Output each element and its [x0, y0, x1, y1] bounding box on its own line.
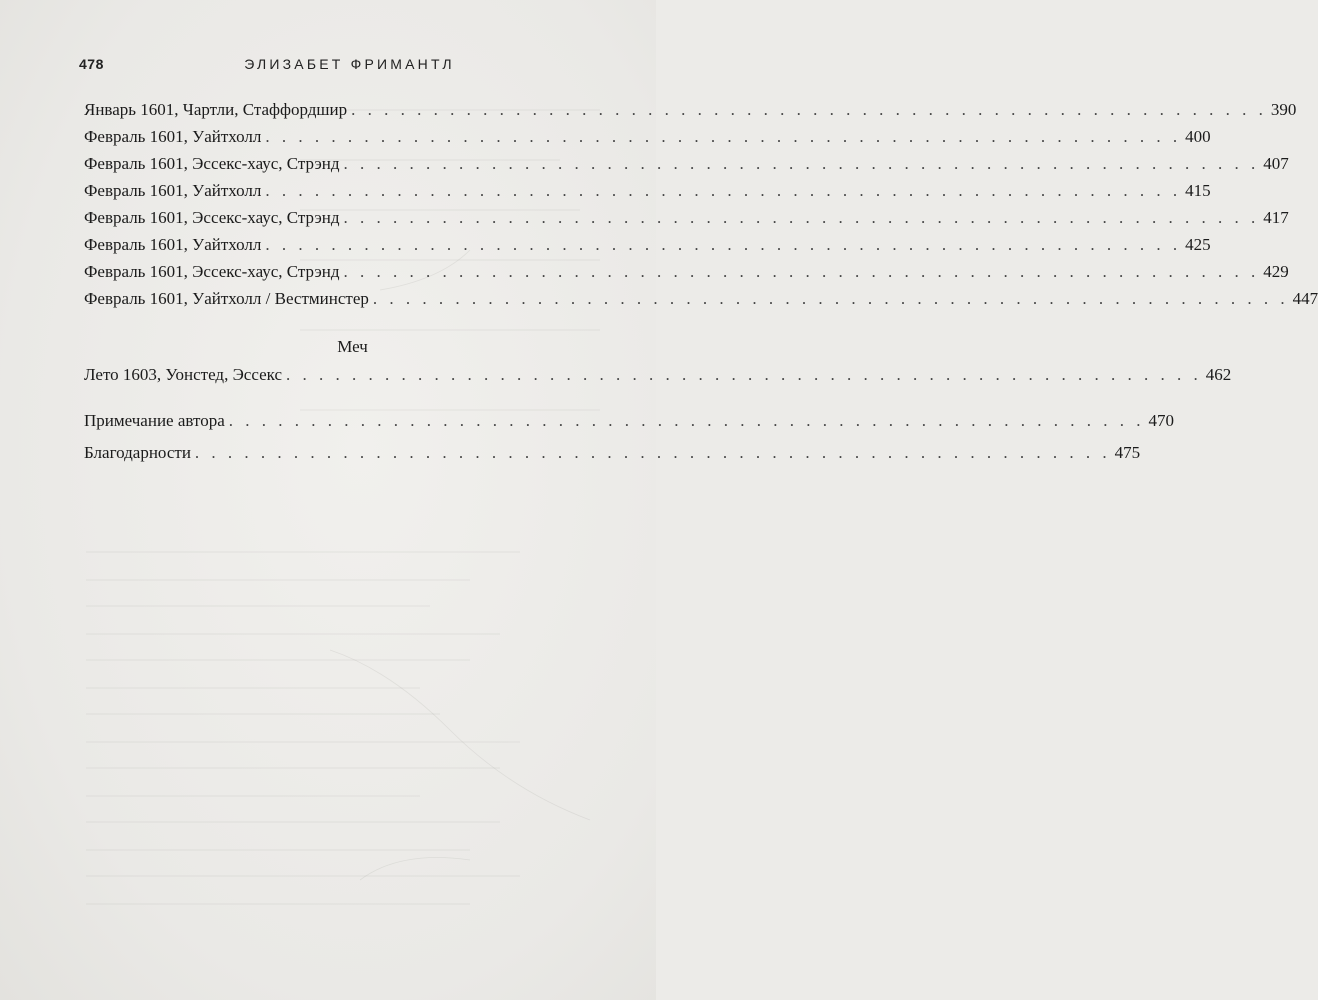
toc-entry-page: 400 [1185, 127, 1211, 146]
dot-leader: . . . . . . . . . . . . . . . . . . . . . . . . . . . . . . . . . . . . . . . . . . . . . . . . . . . . . . . . [343, 262, 1260, 281]
section-title: Меч [337, 337, 368, 356]
dot-leader: . . . . . . . . . . . . . . . . . . . . . . . . . . . . . . . . . . . . . . . . . . . . . . . . . . . . . . . . [351, 100, 1267, 119]
toc-entry-page: 390 [1270, 100, 1297, 119]
toc-entry [84, 363, 1232, 387]
toc-entry-title: Примечание автора [84, 411, 225, 430]
toc-entry-page: 425 [1185, 235, 1211, 254]
dot-leader: . . . . . . . . . . . . . . . . . . . . . . . . . . . . . . . . . . . . . . . . . . . . . . . . . . . . . . . . [343, 154, 1260, 173]
dot-leader: . . . . . . . . . . . . . . . . . . . . . . . . . . . . . . . . . . . . . . . . . . . . . . . . . . . . . . . . [265, 127, 1182, 146]
toc-entry-page: 415 [1185, 181, 1211, 200]
dot-leader: . . . . . . . . . . . . . . . . . . . . . . . . . . . . . . . . . . . . . . . . . . . . . . . . . . . . . . . . [372, 289, 1289, 308]
toc-entry-title: Февраль 1601, Эссекс-хаус, Стрэнд [84, 262, 340, 281]
toc-entry-title: Февраль 1601, Эссекс-хаус, Стрэнд [84, 208, 340, 227]
toc-entry-title: Лето 1603, Уонстед, Эссекс [84, 365, 283, 384]
page-number: 478 [79, 56, 104, 72]
toc-entry-title: Февраль 1601, Уайтхолл / Вестминстер [84, 289, 369, 308]
toc-entry-page: 407 [1263, 154, 1289, 173]
toc-entry-page: 462 [1205, 365, 1232, 384]
toc-entry [84, 179, 1211, 203]
toc-entry [84, 409, 1174, 433]
toc-entry-title: Январь 1601, Чартли, Стаффордшир [84, 100, 348, 119]
toc-entry-page: 417 [1263, 208, 1289, 227]
toc-entry-title: Февраль 1601, Уайтхолл [84, 127, 262, 146]
toc-entry-title: Февраль 1601, Эссекс-хаус, Стрэнд [84, 154, 340, 173]
dot-leader: . . . . . . . . . . . . . . . . . . . . . . . . . . . . . . . . . . . . . . . . . . . . . . . . . . . . . . . . [194, 443, 1111, 462]
toc-entry [84, 233, 1211, 257]
toc-entry-page: 429 [1263, 262, 1289, 281]
toc-entry [84, 98, 1297, 122]
toc-entry-title: Февраль 1601, Уайтхолл [84, 235, 262, 254]
dot-leader: . . . . . . . . . . . . . . . . . . . . . . . . . . . . . . . . . . . . . . . . . . . . . . . . . . . . . . . . [265, 235, 1182, 254]
toc-entry-title: Февраль 1601, Уайтхолл [84, 181, 262, 200]
toc-entry-page: 470 [1148, 411, 1174, 430]
dot-leader: . . . . . . . . . . . . . . . . . . . . . . . . . . . . . . . . . . . . . . . . . . . . . . . . . . . . . . . . [286, 365, 1202, 384]
toc-entry [84, 287, 1318, 311]
toc-entry [84, 441, 1141, 465]
toc-entry [84, 125, 1211, 149]
dot-leader: . . . . . . . . . . . . . . . . . . . . . . . . . . . . . . . . . . . . . . . . . . . . . . . . . . . . . . . . [228, 411, 1145, 430]
toc-entry-page: 475 [1114, 443, 1141, 462]
toc-entry [84, 206, 1289, 230]
toc-entry [84, 260, 1289, 284]
toc-entry-page: 447 [1292, 289, 1318, 308]
bleed-through-texture [0, 0, 656, 1000]
dot-leader: . . . . . . . . . . . . . . . . . . . . . . . . . . . . . . . . . . . . . . . . . . . . . . . . . . . . . . . . [343, 208, 1260, 227]
toc-entry-title: Благодарности [84, 443, 191, 462]
toc-entry [84, 152, 1289, 176]
running-head: ЭЛИЗАБЕТ ФРИМАНТЛ [244, 56, 455, 72]
page-header [79, 56, 620, 76]
dot-leader: . . . . . . . . . . . . . . . . . . . . . . . . . . . . . . . . . . . . . . . . . . . . . . . . . . . . . . . . [265, 181, 1182, 200]
